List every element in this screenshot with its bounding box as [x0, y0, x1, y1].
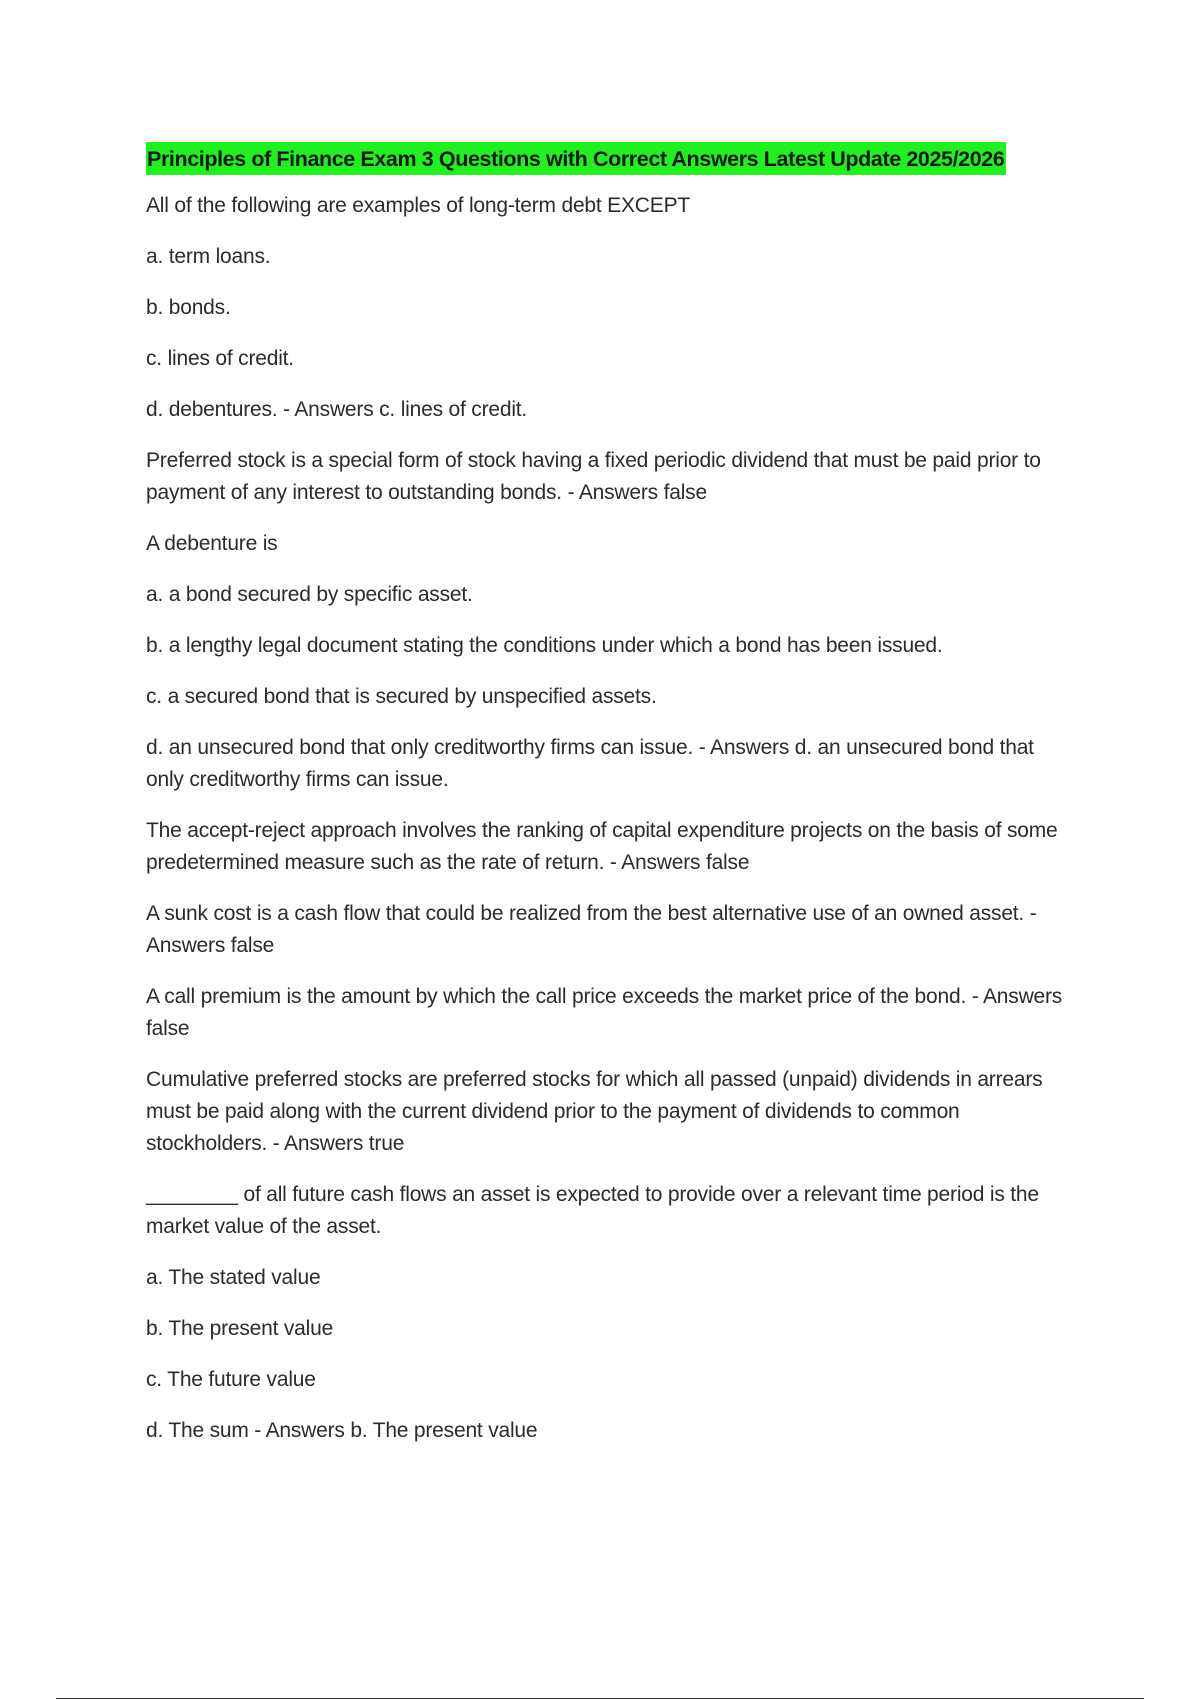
question-8-option-a: a. The stated value [146, 1266, 321, 1289]
question-5-statement-answer: A sunk cost is a cash flow that could be realized from the best alternative use of an owned asset. - Answers false [146, 902, 1037, 957]
question-1-option-a: a. term loans. [146, 245, 271, 268]
question-8-option-d-answer: d. The sum - Answers b. The present value [146, 1419, 538, 1442]
question-7-statement-answer: Cumulative preferred stocks are preferred stocks for which all passed (unpaid) dividends in arrears must be paid along with the current dividend prior to the payment of dividends to common stockholders. - Answers true [146, 1068, 1043, 1155]
question-3-option-c: c. a secured bond that is secured by unspecified assets. [146, 685, 657, 708]
document-body [146, 142, 1076, 1466]
question-1-option-c: c. lines of credit. [146, 347, 294, 370]
document-title: Principles of Finance Exam 3 Questions with Correct Answers Latest Update 2025/2026 [146, 142, 1006, 175]
question-8-option-c: c. The future value [146, 1368, 316, 1391]
question-3-option-a: a. a bond secured by specific asset. [146, 583, 473, 606]
question-3-option-d-answer: d. an unsecured bond that only creditworthy firms can issue. - Answers d. an unsecured bond that only creditworthy firms can issue. [146, 736, 1034, 791]
question-2-statement-answer: Preferred stock is a special form of stock having a fixed periodic dividend that must be paid prior to payment of any interest to outstanding bonds. - Answers false [146, 449, 1041, 504]
title-block [146, 142, 1076, 176]
question-1-option-b: b. bonds. [146, 296, 231, 319]
question-3-option-b: b. a lengthy legal document stating the conditions under which a bond has been issued. [146, 634, 943, 657]
question-6-statement-answer: A call premium is the amount by which the call price exceeds the market price of the bond. - Answers false [146, 985, 1063, 1040]
question-8-option-b: b. The present value [146, 1317, 334, 1340]
question-4-statement-answer: The accept-reject approach involves the ranking of capital expenditure projects on the basis of some predetermined measure such as the rate of return. - Answers false [146, 819, 1058, 874]
page-bottom-divider [56, 1698, 1144, 1699]
question-3-stem: A debenture is [146, 532, 278, 555]
question-1-option-d-answer: d. debentures. - Answers c. lines of credit. [146, 398, 528, 421]
question-1-stem: All of the following are examples of long-term debt EXCEPT [146, 194, 690, 217]
question-8-stem: ________ of all future cash flows an asset is expected to provide over a relevant time period is the market value of the asset. [146, 1183, 1039, 1238]
